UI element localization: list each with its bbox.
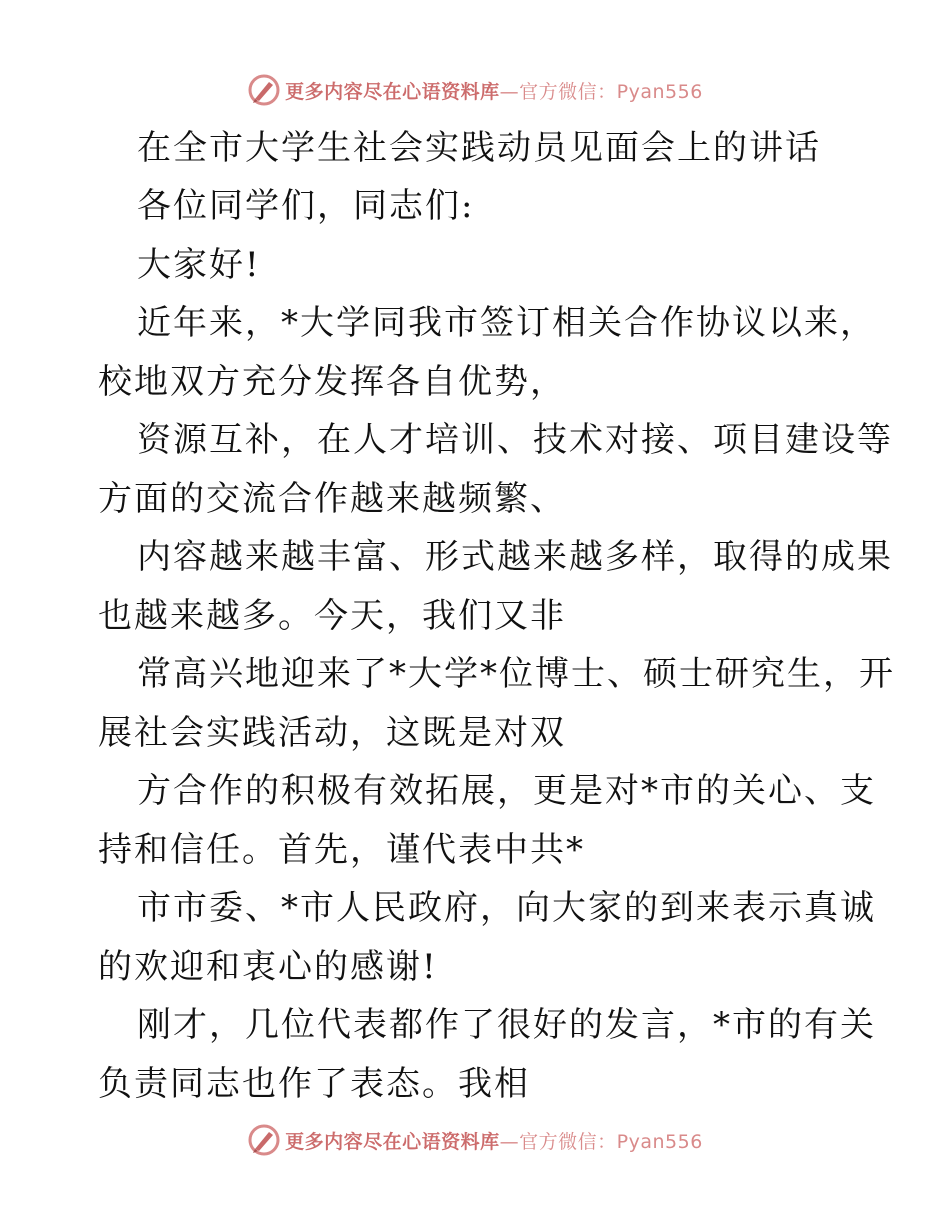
document-title: 在全市大学生社会实践动员见面会上的讲话 [137,128,821,168]
paragraph-line: 资源互补，在人才培训、技术对接、项目建设等 [137,420,893,460]
paragraph-line: 刚才，几位代表都作了很好的发言，*市的有关 [137,1005,876,1045]
paragraph-line: 负责同志也作了表态。我相 [98,1064,530,1104]
paragraph-line: 方面的交流合作越来越频繁、 [98,479,566,519]
watermark-text: 更多内容尽在心语资料库—官方微信：Pyan556 [285,80,703,103]
paragraph-line: 持和信任。首先，谨代表中共* [98,830,585,870]
watermark-banner-bottom [0,1120,950,1160]
greeting: 大家好! [137,245,261,285]
paragraph-line: 方合作的积极有效拓展，更是对*市的关心、支 [137,771,876,811]
paragraph-line: 校地双方充分发挥各自优势， [98,362,566,402]
paragraph-line: 内容越来越丰富、形式越来越多样，取得的成果 [137,537,893,577]
paragraph-line: 也越来越多。今天，我们又非 [98,596,566,636]
paragraph-line: 常高兴地迎来了*大学*位博士、硕士研究生，开 [137,654,895,694]
watermark-text: 更多内容尽在心语资料库—官方微信：Pyan556 [285,1130,703,1153]
paragraph-line: 市市委、*市人民政府，向大家的到来表示真诚 [137,888,876,928]
paragraph-line: 展社会实践活动，这既是对双 [98,713,566,753]
feather-pen-logo-icon [247,1123,281,1157]
paragraph-line: 的欢迎和衷心的感谢! [98,947,438,987]
paragraph-line: 近年来，*大学同我市签订相关合作协议以来， [137,303,876,343]
salutation: 各位同学们，同志们: [137,186,475,226]
